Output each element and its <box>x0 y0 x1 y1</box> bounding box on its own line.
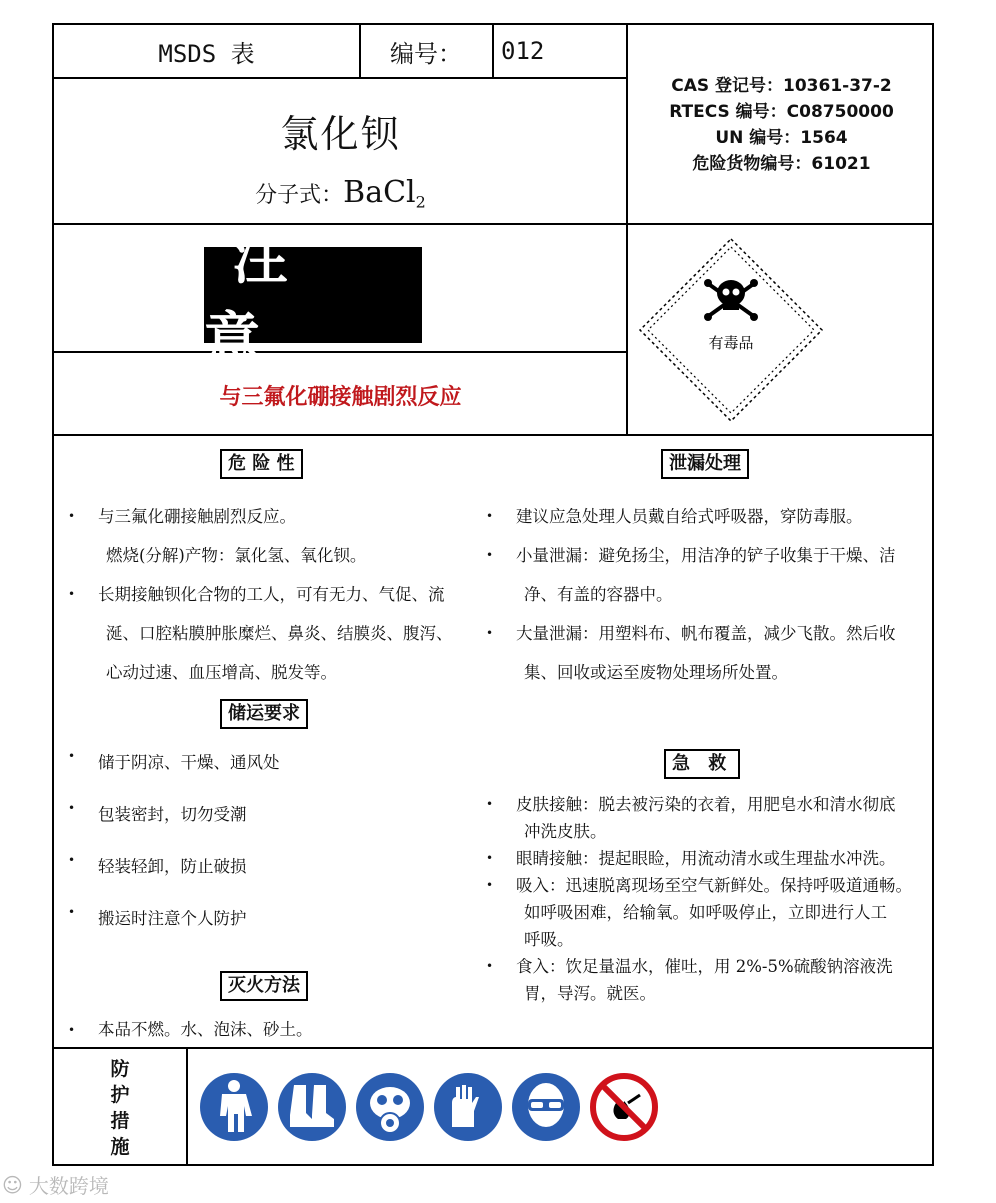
list-item: • 吸入：迅速脱离现场至空气新鲜处。保持呼吸道通畅。 <box>472 872 934 899</box>
formula-label: 分子式： <box>255 183 344 208</box>
form-label: MSDS 表 <box>158 39 255 68</box>
storage-list <box>54 749 494 957</box>
list-item: • 长期接触钡化合物的工人，可有无力、气促、流 <box>54 575 494 614</box>
gas-mask-icon <box>354 1071 426 1143</box>
protection-label-char: 护 <box>110 1083 130 1106</box>
watermark <box>2 1170 109 1199</box>
no-fire-icon <box>588 1071 660 1143</box>
watermark-logo-icon: ☺ <box>2 1172 23 1197</box>
gloves-icon <box>432 1071 504 1143</box>
hazard-section-title: 危 险 性 <box>220 449 303 479</box>
safety-boots-icon <box>276 1071 348 1143</box>
list-item: 涎、口腔粘膜肿胀糜烂、鼻炎、结膜炎、腹泻、 <box>106 624 453 643</box>
first-aid-list <box>472 791 934 1007</box>
list-item: 净、有盖的容器中。 <box>524 585 673 604</box>
list-item: • 大量泄漏：用塑料布、帆布覆盖，减少飞散。然后收 <box>472 614 934 653</box>
protection-label-char: 防 <box>110 1057 130 1080</box>
divider <box>54 434 934 436</box>
warning-text: 与三氟化硼接触剧烈反应 <box>219 385 462 410</box>
protection-icons <box>198 1071 660 1143</box>
dangerous-goods-number: 危险货物编号：61021 <box>692 154 871 174</box>
msds-sheet <box>52 23 934 1166</box>
protective-suit-icon <box>198 1071 270 1143</box>
formula-main: BaCl <box>343 175 416 210</box>
list-item: • 包装密封，切勿受潮 <box>54 801 494 825</box>
divider <box>186 1047 188 1166</box>
watermark-text: 大数跨境 <box>28 1174 109 1198</box>
cas-number: CAS 登记号：10361-37-2 <box>671 76 892 96</box>
list-item: • 搬运时注意个人防护 <box>54 905 494 929</box>
first-aid-section-title: 急 救 <box>664 749 740 779</box>
list-item: • 眼睛接触：提起眼睑，用流动清水或生理盐水冲洗。 <box>472 845 934 872</box>
list-item: • 皮肤接触：脱去被污染的衣着，用肥皂水和清水彻底 <box>472 791 934 818</box>
list-item: 呼吸。 <box>524 930 574 949</box>
fire-section-title: 灭火方法 <box>220 971 308 1001</box>
leak-list <box>472 497 934 692</box>
list-item: 胃，导泻。就医。 <box>524 984 656 1003</box>
substance-name: 氯化钡 <box>280 112 401 156</box>
list-item: • 小量泄漏：避免扬尘，用洁净的铲子收集于干燥、洁 <box>472 536 934 575</box>
protection-label-char: 施 <box>110 1135 130 1158</box>
un-number: UN 编号：1564 <box>715 128 848 148</box>
list-item: • 与三氟化硼接触剧烈反应。 <box>54 497 494 536</box>
list-item: • 食入：饮足量温水，催吐，用 2%-5%硫酸钠溶液洗 <box>472 953 934 980</box>
list-item: 冲洗皮肤。 <box>524 822 607 841</box>
protection-label <box>54 1049 186 1166</box>
leak-section-title: 泄漏处理 <box>661 449 749 479</box>
divider <box>54 223 934 225</box>
notice-banner: 注 意 <box>204 247 422 343</box>
list-item: 集、回收或运至废物处理场所处置。 <box>524 663 788 682</box>
number-label: 编号： <box>390 39 462 68</box>
divider <box>626 25 628 435</box>
toxic-hazard-diamond <box>636 235 826 425</box>
list-item: • 储于阴凉、干燥、通风处 <box>54 749 494 773</box>
number-value: 012 <box>501 37 545 65</box>
protection-label-char: 措 <box>110 1109 130 1132</box>
hazard-label: 有毒品 <box>708 334 754 352</box>
list-item: • 建议应急处理人员戴自给式呼吸器，穿防毒服。 <box>472 497 934 536</box>
molecular-formula <box>54 175 627 211</box>
list-item: 心动过速、血压增高、脱发等。 <box>106 663 337 682</box>
divider <box>54 77 627 79</box>
list-item: 如呼吸困难，给输氧。如呼吸停止，立即进行人工 <box>524 903 887 922</box>
list-item: • 轻装轻卸，防止破损 <box>54 853 494 877</box>
goggles-icon <box>510 1071 582 1143</box>
identifiers-block <box>629 73 934 177</box>
fire-list <box>54 1019 494 1041</box>
list-item: • 本品不燃。水、泡沫、砂土。 <box>54 1019 494 1041</box>
formula-subscript: 2 <box>415 192 426 212</box>
hazard-list <box>54 497 494 692</box>
rtecs-number: RTECS 编号：C08750000 <box>669 102 894 122</box>
storage-section-title: 储运要求 <box>220 699 308 729</box>
list-item: 燃烧(分解)产物：氯化氢、氧化钡。 <box>106 546 367 565</box>
